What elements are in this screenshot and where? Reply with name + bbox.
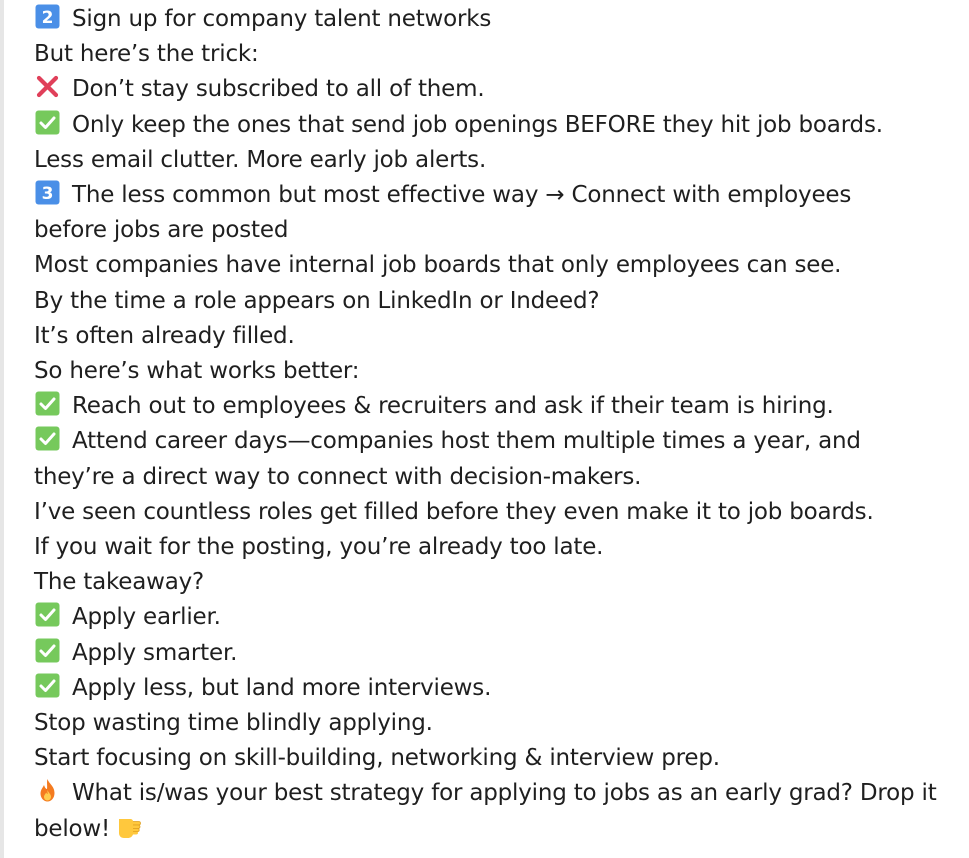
svg-text:3: 3 [41,184,54,205]
post-line-10 [34,354,959,389]
post-line-17 [34,636,959,671]
post-line-21 [34,776,959,846]
keycap-3-icon [34,179,61,206]
post-line-text: Apply smarter. [72,639,238,666]
post-line-text: The less common but most effective way → Connect with employees before jobs are posted [34,182,852,244]
post-line-text: If you wait for the posting, you’re already too late. [34,534,604,561]
post-body [34,2,959,847]
post-line-text: The takeaway? [34,569,205,596]
post-line-18 [34,671,959,706]
left-border-rule [0,0,4,858]
post-line-text: Start focusing on skill-building, networking & interview prep. [34,745,720,772]
check-mark-icon [34,109,61,136]
pointing-down-hand-icon [116,813,143,840]
post-line-16 [34,600,959,635]
post-line-text: Apply earlier. [72,604,221,631]
post-line-4 [34,108,959,143]
keycap-2-icon [34,3,61,30]
post-line-text: So here’s what works better: [34,358,360,385]
post-line-5 [34,143,959,178]
post-line-text: Less email clutter. More early job alerts. [34,146,487,173]
post-line-3 [34,72,959,107]
fire-icon [34,777,61,804]
post-line-2 [34,37,959,72]
post-line-6 [34,178,914,248]
check-mark-icon [34,672,61,699]
post-line-14 [34,530,959,565]
post-line-text: It’s often already filled. [34,322,295,349]
post-line-7 [34,248,959,283]
post-line-12 [34,424,914,494]
post-line-13 [34,495,959,530]
post-line-text: Apply less, but land more interviews. [72,674,492,701]
post-line-8 [34,284,959,319]
check-mark-icon [34,425,61,452]
post-line-11 [34,389,959,424]
post-line-text: Most companies have internal job boards that only employees can see. [34,252,842,279]
post-line-text: What is/was your best strategy for applying to jobs as an early grad? Drop it below! [34,780,937,842]
post-line-9 [34,319,959,354]
post-line-15 [34,565,959,600]
post-line-text: Attend career days—companies host them multiple times a year, and they’re a direct way to connect with decision-makers. [34,428,861,490]
post-line-text: By the time a role appears on LinkedIn or Indeed? [34,287,600,314]
post-line-20 [34,741,959,776]
post-line-text: Stop wasting time blindly applying. [34,710,433,737]
post-line-text: Don’t stay subscribed to all of them. [72,76,485,103]
post-line-19 [34,706,959,741]
post-line-text: Sign up for company talent networks [72,6,492,32]
post-line-text: I’ve seen countless roles get filled before they even make it to job boards. [34,498,874,525]
post-line-text: But here’s the trick: [34,41,259,68]
cross-mark-icon [34,73,61,100]
svg-text:2: 2 [41,8,54,28]
post-line-text: Reach out to employees & recruiters and ask if their team is hiring. [72,393,834,420]
check-mark-icon [34,601,61,628]
check-mark-icon [34,390,61,417]
post-line-1 [34,2,959,37]
post-line-text: Only keep the ones that send job openings BEFORE they hit job boards. [72,111,883,138]
check-mark-icon [34,637,61,664]
